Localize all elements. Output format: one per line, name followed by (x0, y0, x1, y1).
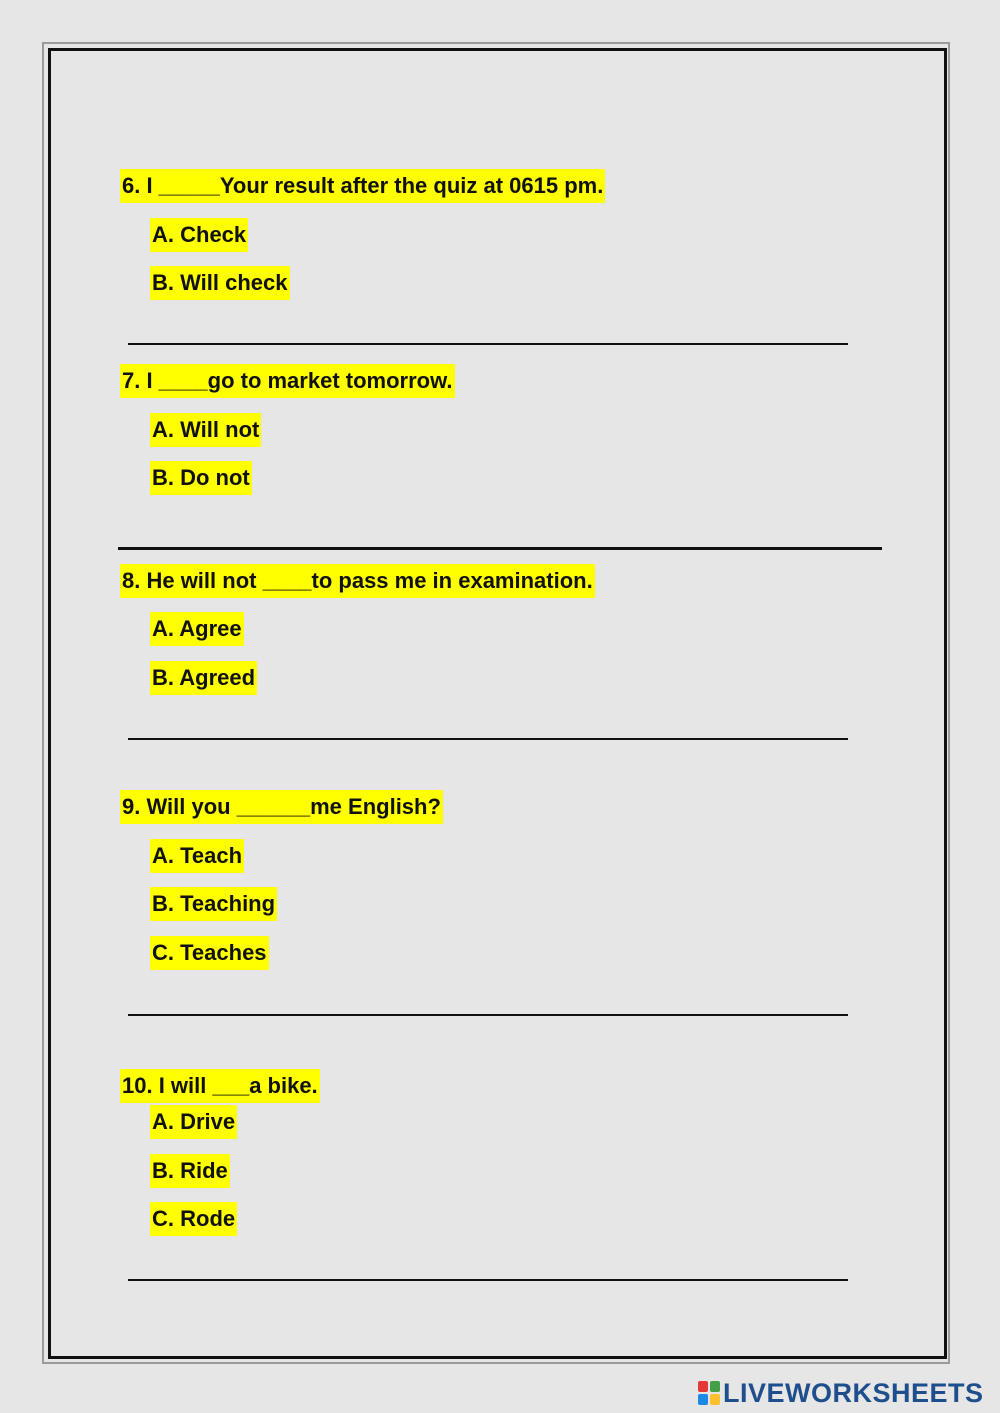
liveworksheets-logo-icon (698, 1381, 720, 1405)
answer-line-9[interactable] (128, 1014, 848, 1016)
question-9-option-c[interactable]: C. Teaches (150, 936, 269, 970)
question-6-option-b[interactable]: B. Will check (150, 266, 290, 300)
question-7: 7. I ____go to market tomorrow. (120, 364, 455, 398)
question-8-option-a[interactable]: A. Agree (150, 612, 244, 646)
answer-line-6[interactable] (128, 343, 848, 345)
question-6: 6. I _____Your result after the quiz at 0615 pm. (120, 169, 605, 203)
question-8: 8. He will not ____to pass me in examination. (120, 564, 595, 598)
question-10-option-c[interactable]: C. Rode (150, 1202, 237, 1236)
question-7-option-a[interactable]: A. Will not (150, 413, 261, 447)
answer-line-7[interactable] (118, 547, 882, 550)
question-9: 9. Will you ______me English? (120, 790, 443, 824)
question-7-option-b[interactable]: B. Do not (150, 461, 252, 495)
logo-square-3 (698, 1394, 708, 1405)
logo-square-1 (698, 1381, 708, 1392)
brand-name: LIVEWORKSHEETS (723, 1377, 984, 1408)
question-10: 10. I will ___a bike. (120, 1069, 320, 1103)
question-8-option-b[interactable]: B. Agreed (150, 661, 257, 695)
answer-line-10[interactable] (128, 1279, 848, 1281)
question-10-option-a[interactable]: A. Drive (150, 1105, 237, 1139)
logo-square-2 (710, 1381, 720, 1392)
logo-square-4 (710, 1394, 720, 1405)
question-9-option-b[interactable]: B. Teaching (150, 887, 277, 921)
question-9-option-a[interactable]: A. Teach (150, 839, 244, 873)
question-10-option-b[interactable]: B. Ride (150, 1154, 230, 1188)
answer-line-8[interactable] (128, 738, 848, 740)
question-6-option-a[interactable]: A. Check (150, 218, 248, 252)
liveworksheets-brand[interactable] (698, 1378, 984, 1408)
